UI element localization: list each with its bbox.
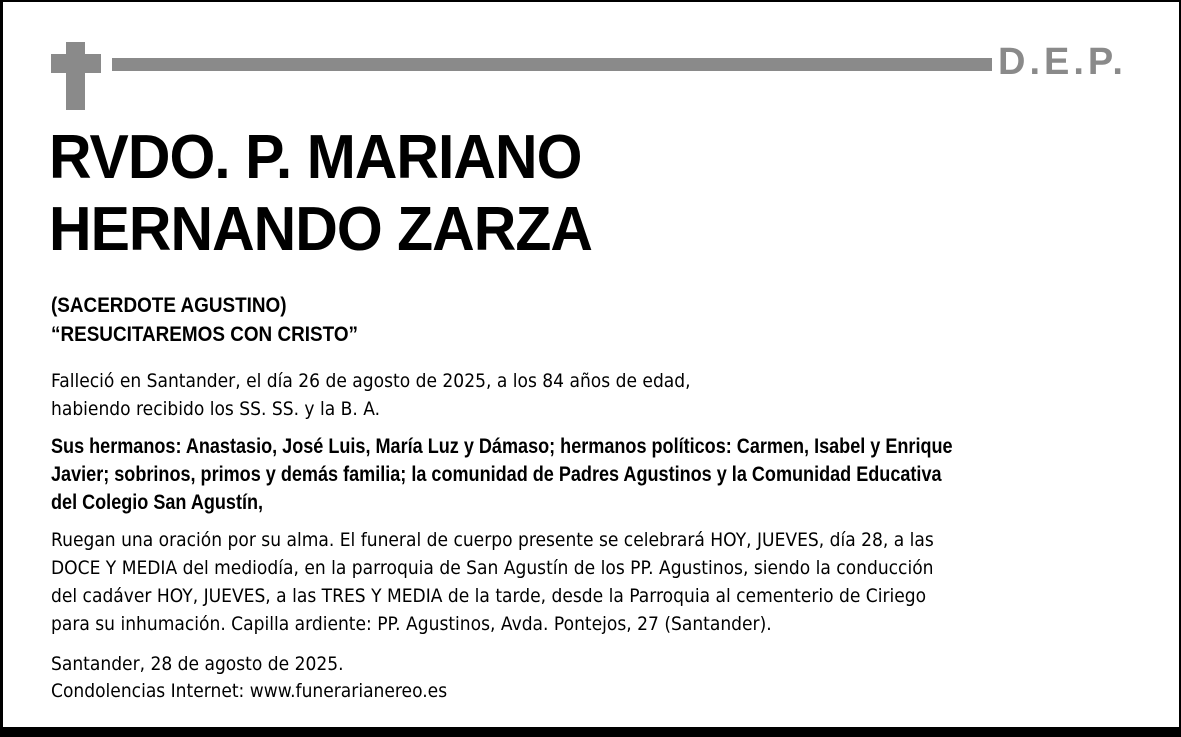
family-line-1: Sus hermanos: Anastasio, José Luis, María Luz y Dámaso; hermanos políticos: Carmen, Isabel y Enrique bbox=[51, 435, 953, 458]
family-line-2: Javier; sobrinos, primos y demás familia; la comunidad de Padres Agustinos y la Comunidad Educativa bbox=[51, 463, 942, 486]
deceased-motto: “RESUCITAREMOS CON CRISTO” bbox=[51, 323, 358, 346]
deceased-name-line-2: HERNANDO ZARZA bbox=[49, 195, 592, 264]
deceased-name-line-1: RVDO. P. MARIANO bbox=[49, 123, 582, 192]
family-paragraph bbox=[51, 433, 1092, 517]
place-date: Santander, 28 de agosto de 2025. bbox=[51, 653, 344, 675]
death-line-2: habiendo recibido los SS. SS. y la B. A. bbox=[51, 398, 381, 420]
latin-cross-icon bbox=[66, 42, 85, 110]
latin-cross-icon-bar bbox=[51, 54, 101, 73]
dep-label: D.E.P. bbox=[998, 41, 1127, 83]
death-line-1: Falleció en Santander, el día 26 de agosto de 2025, a los 84 años de edad, bbox=[51, 370, 691, 392]
condolences-url[interactable]: Condolencias Internet: www.funerarianereo.es bbox=[51, 680, 448, 702]
family-line-3: del Colegio San Agustín, bbox=[51, 491, 264, 514]
deceased-name bbox=[49, 122, 592, 266]
funeral-line-1: Ruegan una oración por su alma. El funeral de cuerpo presente se celebrará HOY, JUEVES, día 28, a las bbox=[51, 529, 934, 551]
funeral-line-3: del cadáver HOY, JUEVES, a las TRES Y MEDIA de la tarde, desde la Parroquia al cementerio de Ciriego bbox=[51, 585, 927, 607]
deceased-role: (SACERDOTE AGUSTINO) bbox=[51, 294, 287, 317]
funeral-line-4: para su inhumación. Capilla ardiente: PP. Agustinos, Avda. Pontejos, 27 (Santander). bbox=[51, 613, 772, 635]
header-rule bbox=[112, 58, 992, 71]
funeral-line-2: DOCE Y MEDIA del mediodía, en la parroquia de San Agustín de los PP. Agustinos, siendo la conducción bbox=[51, 557, 934, 579]
